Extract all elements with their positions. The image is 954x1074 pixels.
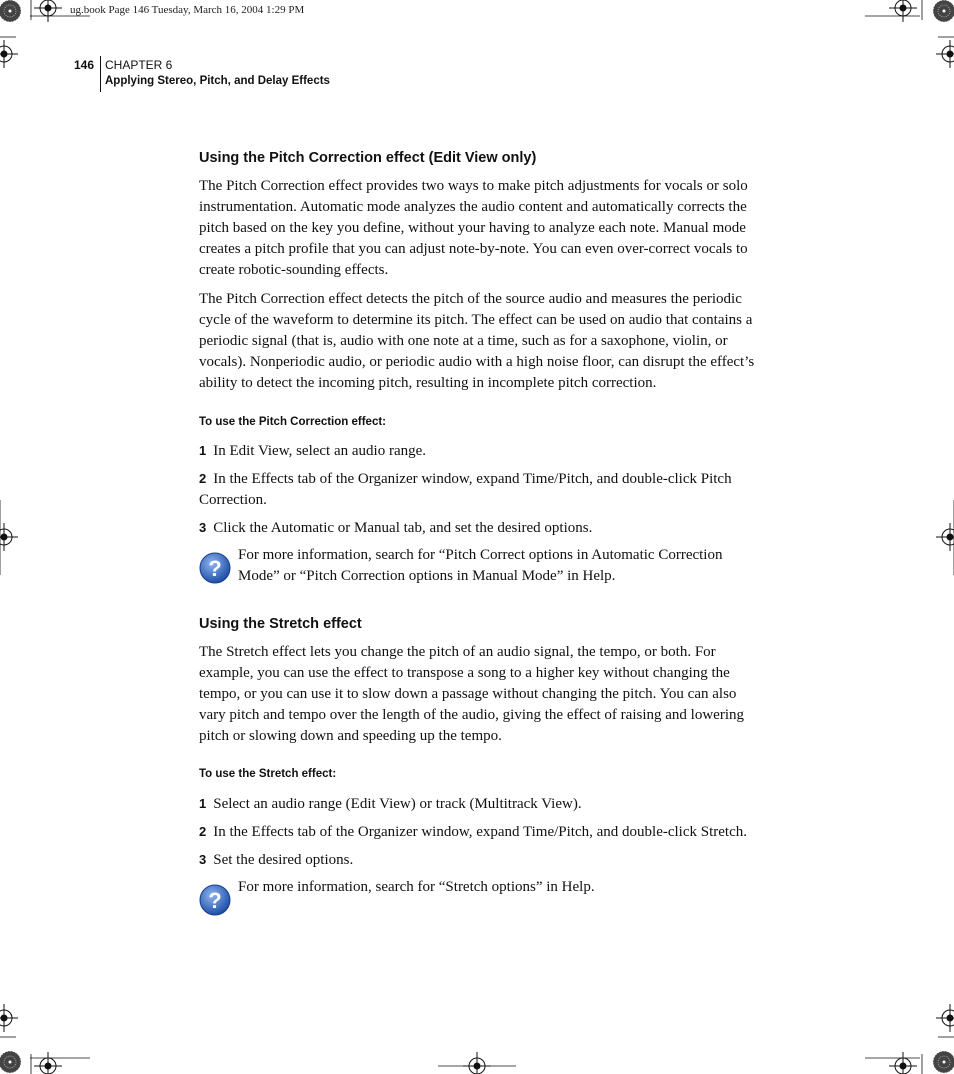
registration-mark-icon	[889, 0, 917, 22]
help-note: For more information, search for “Stretch options” in Help.	[238, 879, 595, 895]
svg-text:?: ?	[208, 556, 222, 581]
help-note: For more information, search for “Pitch Correct options in Automatic Correction Mode” or “Pitch Correction options in Manual Mode” in Help.	[238, 547, 723, 584]
procedure-title: To use the Stretch effect:	[199, 768, 337, 780]
step-number: 3	[199, 852, 207, 867]
step-number: 2	[199, 824, 207, 839]
registration-mark-icon	[34, 0, 62, 22]
list-item	[199, 440, 757, 462]
registration-mark-icon	[936, 40, 954, 68]
svg-text:?: ?	[208, 888, 222, 913]
list-item	[199, 793, 769, 815]
registration-mark-icon	[889, 1052, 917, 1074]
registration-mark-icon	[936, 1004, 954, 1032]
registration-mark-icon	[0, 1004, 18, 1032]
page-number: 146	[74, 58, 95, 72]
help-question-icon	[199, 883, 233, 917]
color-calibration-wheel-icon	[0, 0, 21, 22]
list-item	[199, 821, 769, 843]
list-item	[199, 468, 757, 511]
step-text: In the Effects tab of the Organizer window, expand Time/Pitch, and double-click Pitch Correction.	[199, 471, 732, 508]
registration-mark-icon	[34, 1052, 62, 1074]
body-paragraph: The Stretch effect lets you change the pitch of an audio signal, the tempo, or both. For example, you can use the effect to transpose a song to a higher key without changing the tempo, or you can use it to slow down a passage without changing the pitch. You can also vary pitch and tempo over the length of the audio, giving the effect of raising and lowering pitch or slowing down and speeding up the tempo.	[199, 644, 744, 744]
registration-mark-icon	[463, 1052, 491, 1074]
step-text: Click the Automatic or Manual tab, and set the desired options.	[213, 520, 593, 536]
color-calibration-wheel-icon	[933, 0, 954, 22]
chapter-label: CHAPTER 6	[105, 58, 173, 72]
section-heading: Using the Pitch Correction effect (Edit View only)	[199, 150, 537, 166]
registration-mark-icon	[0, 523, 18, 551]
step-text: In Edit View, select an audio range.	[213, 443, 427, 459]
registration-mark-icon	[0, 40, 18, 68]
color-calibration-wheel-icon	[933, 1051, 954, 1073]
print-slug: ug.book Page 146 Tuesday, March 16, 2004 1:29 PM	[70, 4, 305, 16]
step-number: 2	[199, 471, 207, 486]
step-text: In the Effects tab of the Organizer window, expand Time/Pitch, and double-click Stretch.	[213, 824, 747, 840]
chapter-title: Applying Stereo, Pitch, and Delay Effects	[105, 75, 330, 87]
step-number: 1	[199, 796, 207, 811]
step-number: 1	[199, 443, 207, 458]
body-paragraph: The Pitch Correction effect provides two ways to make pitch adjustments for vocals or solo instrumentation. Automatic mode analyzes the audio content and automatically corrects the pitch based on the key you define, without your having to analyze each note. Manual mode creates a pitch profile that you can adjust note-by-note. You can even over-correct vocals to create robotic-sounding effects.	[199, 178, 748, 278]
step-text: Select an audio range (Edit View) or track (Multitrack View).	[213, 796, 582, 812]
list-item	[199, 849, 757, 871]
step-text: Set the desired options.	[213, 852, 354, 868]
list-item	[199, 517, 757, 539]
help-question-icon	[199, 551, 233, 585]
procedure-title: To use the Pitch Correction effect:	[199, 416, 387, 428]
section-heading: Using the Stretch effect	[199, 616, 362, 632]
step-number: 3	[199, 520, 207, 535]
header-divider	[100, 56, 101, 92]
body-paragraph: The Pitch Correction effect detects the pitch of the source audio and measures the periodic cycle of the waveform to determine its pitch. The effect can be used on audio that contains a periodic signal (that is, audio with one note at a time, such as for a saxophone, violin, or vocals). Nonperiodic audio, or periodic audio with a high noise floor, can disrupt the effect’s ability to detect the incoming pitch, resulting in incomplete pitch correction.	[199, 291, 755, 391]
registration-mark-icon	[936, 523, 954, 551]
color-calibration-wheel-icon	[0, 1051, 21, 1073]
